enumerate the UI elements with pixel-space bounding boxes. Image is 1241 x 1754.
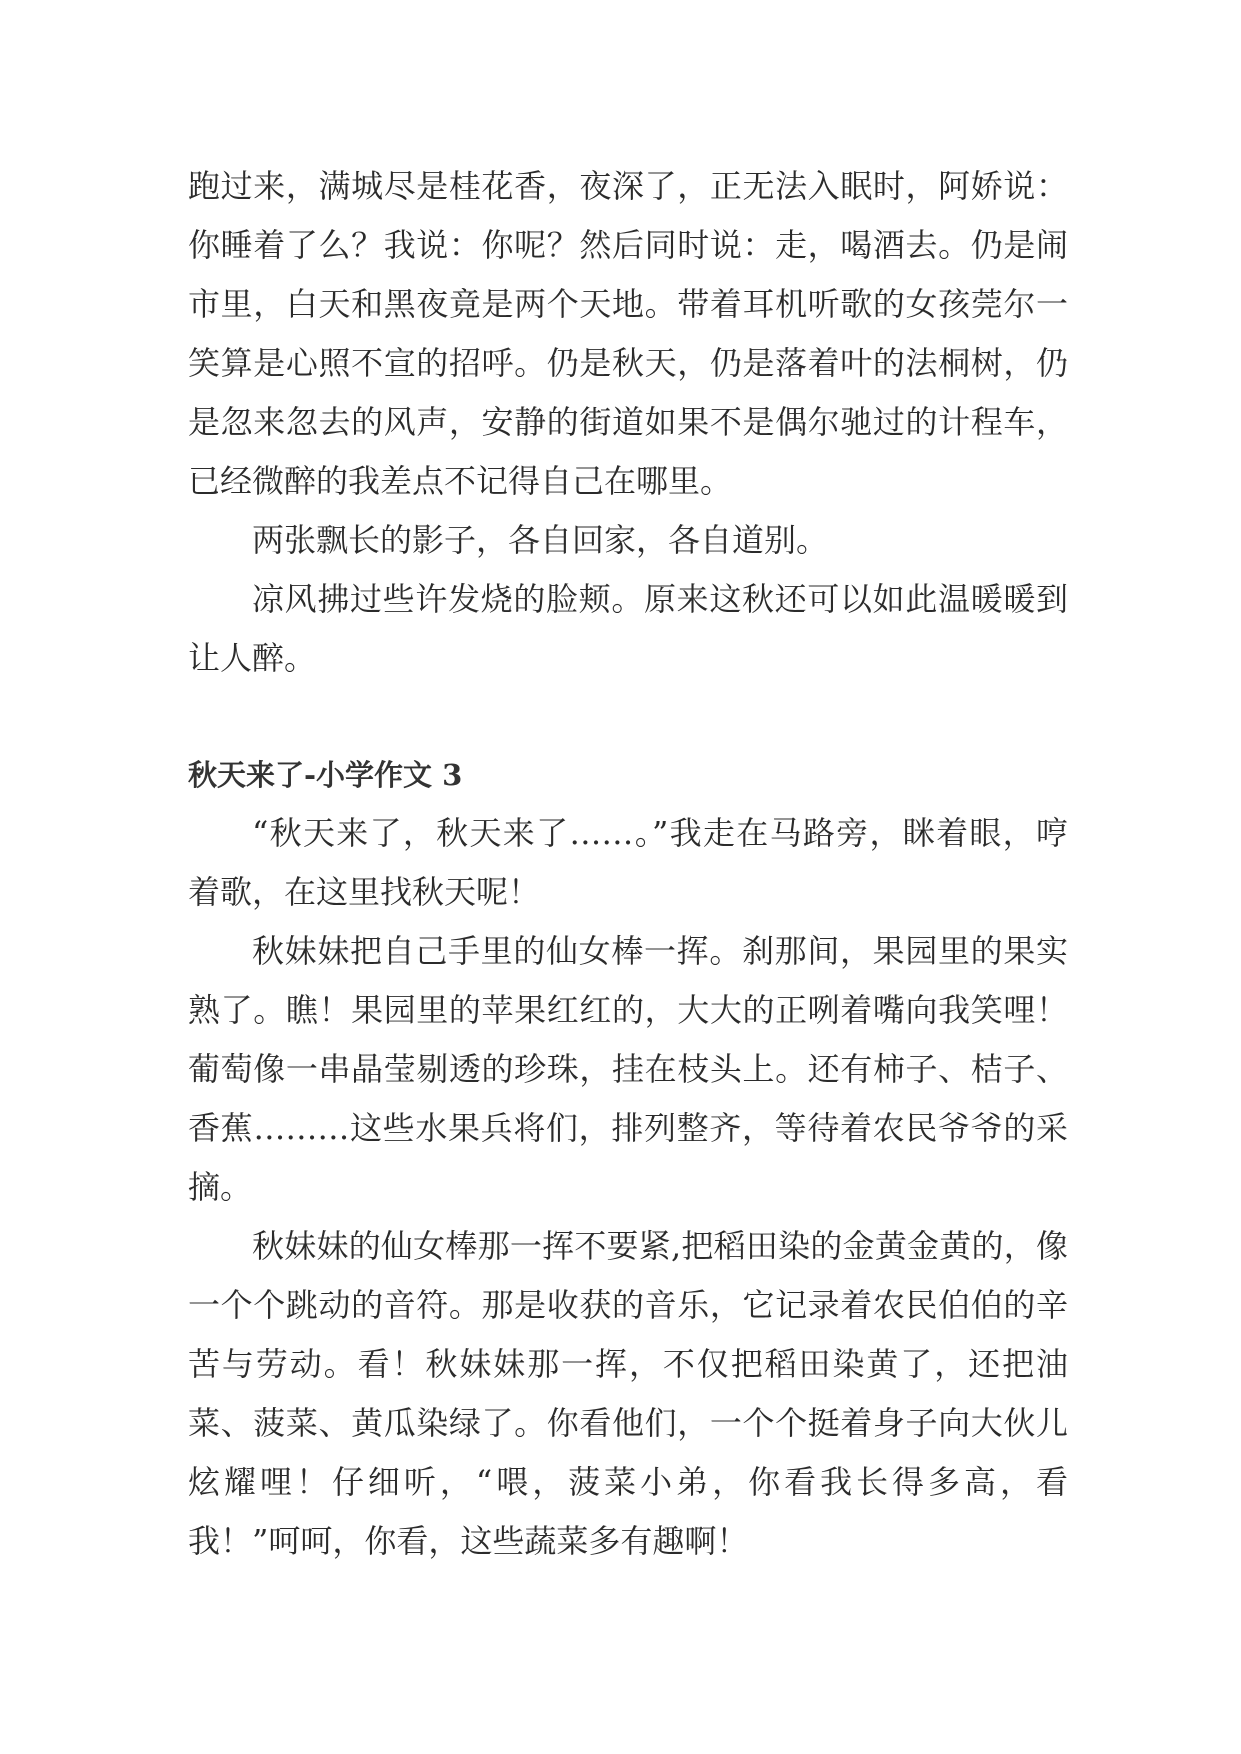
section-title: 秋天来了-小学作文 3 [188, 758, 463, 792]
continuation-paragraph: 两张飘长的影子，各自回家，各自道别。 [252, 521, 829, 559]
continuation-paragraph: 凉风拂过些许发烧的脸颊。原来这秋还可以如此温暖暖到让人醉。 [188, 580, 1068, 677]
section-paragraph: 秋妹妹把自己手里的仙女棒一挥。刹那间，果园里的果实熟了。瞧！果园里的苹果红红的，大大的正咧着嘴向我笑哩！葡萄像一串晶莹剔透的珍珠，挂在枝头上。还有柿子、桔子、香蕉………这些水果兵将们，排列整齐，等待着农民爷爷的采摘。 [188, 932, 1068, 1206]
section-divider-space [188, 688, 1068, 746]
continuation-paragraph: 跑过来，满城尽是桂花香，夜深了，正无法入眠时，阿娇说：你睡着了么？我说：你呢？然后同时说：走，喝酒去。仍是闹市里，白天和黑夜竟是两个天地。带着耳机听歌的女孩莞尔一笑算是心照不宣的招呼。仍是秋天，仍是落着叶的法桐树，仍是忽来忽去的风声，安静的街道如果不是偶尔驰过的计程车，已经微醉的我差点不记得自己在哪里。 [188, 167, 1068, 500]
section-paragraph: 秋妹妹的仙女棒那一挥不要紧,把稻田染的金黄金黄的，像一个个跳动的音符。那是收获的音乐，它记录着农民伯伯的辛苦与劳动。看！秋妹妹那一挥，不仅把稻田染黄了，还把油菜、菠菜、黄瓜染绿了。你看他们，一个个挺着身子向大伙儿炫耀哩！仔细听，“喂，菠菜小弟，你看我长得多高，看我！”呵呵，你看，这些蔬菜多有趣啊！ [188, 1227, 1068, 1560]
document-body [188, 157, 1068, 1571]
section-paragraph: “秋天来了，秋天来了……。”我走在马路旁，眯着眼，哼着歌，在这里找秋天呢！ [188, 814, 1068, 911]
